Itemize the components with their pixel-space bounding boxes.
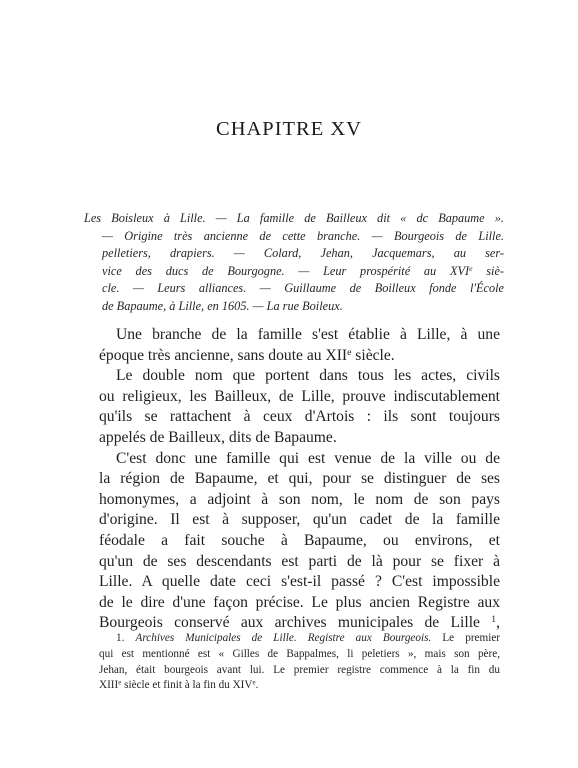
summary-line: pelletiers, drapiers. — Colard, Jehan, Jacquemars, au ser- <box>102 246 504 261</box>
summary-line: — Origine très ancienne de cette branche. — Bourgeois de Lille. <box>102 228 504 243</box>
footnote <box>99 631 500 694</box>
body-line: féodale a fait souche à Bapaume, ou environs, et <box>99 531 500 549</box>
body-line: appelés de Bailleux, dits de Bapaume. <box>99 428 337 446</box>
superscript: e <box>252 678 256 687</box>
footnote-text: . <box>255 679 259 692</box>
body-text-span: siècle. <box>351 346 395 364</box>
body-text-span: , <box>496 614 500 632</box>
summary-line: Les Boisleux à Lille. — La famille de Bailleux dit « dc Bapaume ». <box>84 211 504 225</box>
chapter-title: CHAPITRE XV <box>216 118 362 140</box>
body-line: Une branche de la famille s'est établie à Lille, à une <box>116 326 500 343</box>
body-line: Le double nom que portent dans tous les actes, civils <box>116 367 500 385</box>
footnote-source: Archives Municipales de Lille. Registre aux Bourgeois. <box>135 632 432 644</box>
summary-line: de Bapaume, à Lille, en 1605. — La rue Boileux. <box>102 298 343 313</box>
summary-text: siè- <box>472 263 504 278</box>
body-line: homonymes, a adjoint à son nom, le nom de son pays <box>99 490 500 508</box>
body-line: C'est donc une famille qui est venue de la ville ou de <box>116 449 500 467</box>
footnote-ref[interactable]: 1 <box>491 614 497 626</box>
footnote-line <box>99 631 500 647</box>
body-line: qu'ils se rattachent à ceux d'Artois : ils sont toujours <box>99 408 500 426</box>
footnote-line: qui est mentionné est « Gilles de Bappalmes, li peletiers », mais son père, <box>99 647 500 660</box>
footnote-line: Jehan, était bourgeois avant lui. Le premier registre commence à la fin du <box>99 663 500 676</box>
body-text-span: époque très ancienne, sans doute au XII <box>99 346 348 364</box>
superscript: e <box>118 678 122 687</box>
superscript: e <box>469 263 473 273</box>
body-line: Lille. A quelle date ceci s'est-il passé ? C'est impossible <box>99 573 500 591</box>
chapter-summary <box>84 210 504 316</box>
summary-line: cle. — Leurs alliances. — Guillaume de Boilleux fonde l'École <box>102 281 504 296</box>
summary-line <box>84 263 504 281</box>
superscript: e <box>347 346 352 358</box>
footnote-text: siècle et finit à la fin du XIV <box>121 679 253 692</box>
body-text-span: Bourgeois conservé aux archives municipales de Lille <box>99 614 480 632</box>
footnote-text: Le premier <box>431 632 501 644</box>
body-text <box>99 325 500 634</box>
summary-text: vice des ducs de Bourgogne. — Leur prospérité au XVI <box>102 263 470 278</box>
footnote-number: 1. <box>116 632 125 644</box>
body-line <box>99 346 500 367</box>
footnote-line <box>99 678 500 694</box>
body-line: de le dire d'une façon précise. Le plus ancien Registre aux <box>99 593 500 611</box>
body-line: qu'un de ses descendants est parti de là pour se fixer à <box>99 552 500 570</box>
body-line: la région de Bapaume, et qui, pour se distinguer de ses <box>99 470 500 488</box>
footnote-text: XIII <box>99 679 119 692</box>
body-line: d'origine. Il est à supposer, qu'un cadet de la famille <box>99 511 500 529</box>
body-line: ou religieux, les Bailleux, de Lille, prouve indiscutablement <box>99 387 500 405</box>
